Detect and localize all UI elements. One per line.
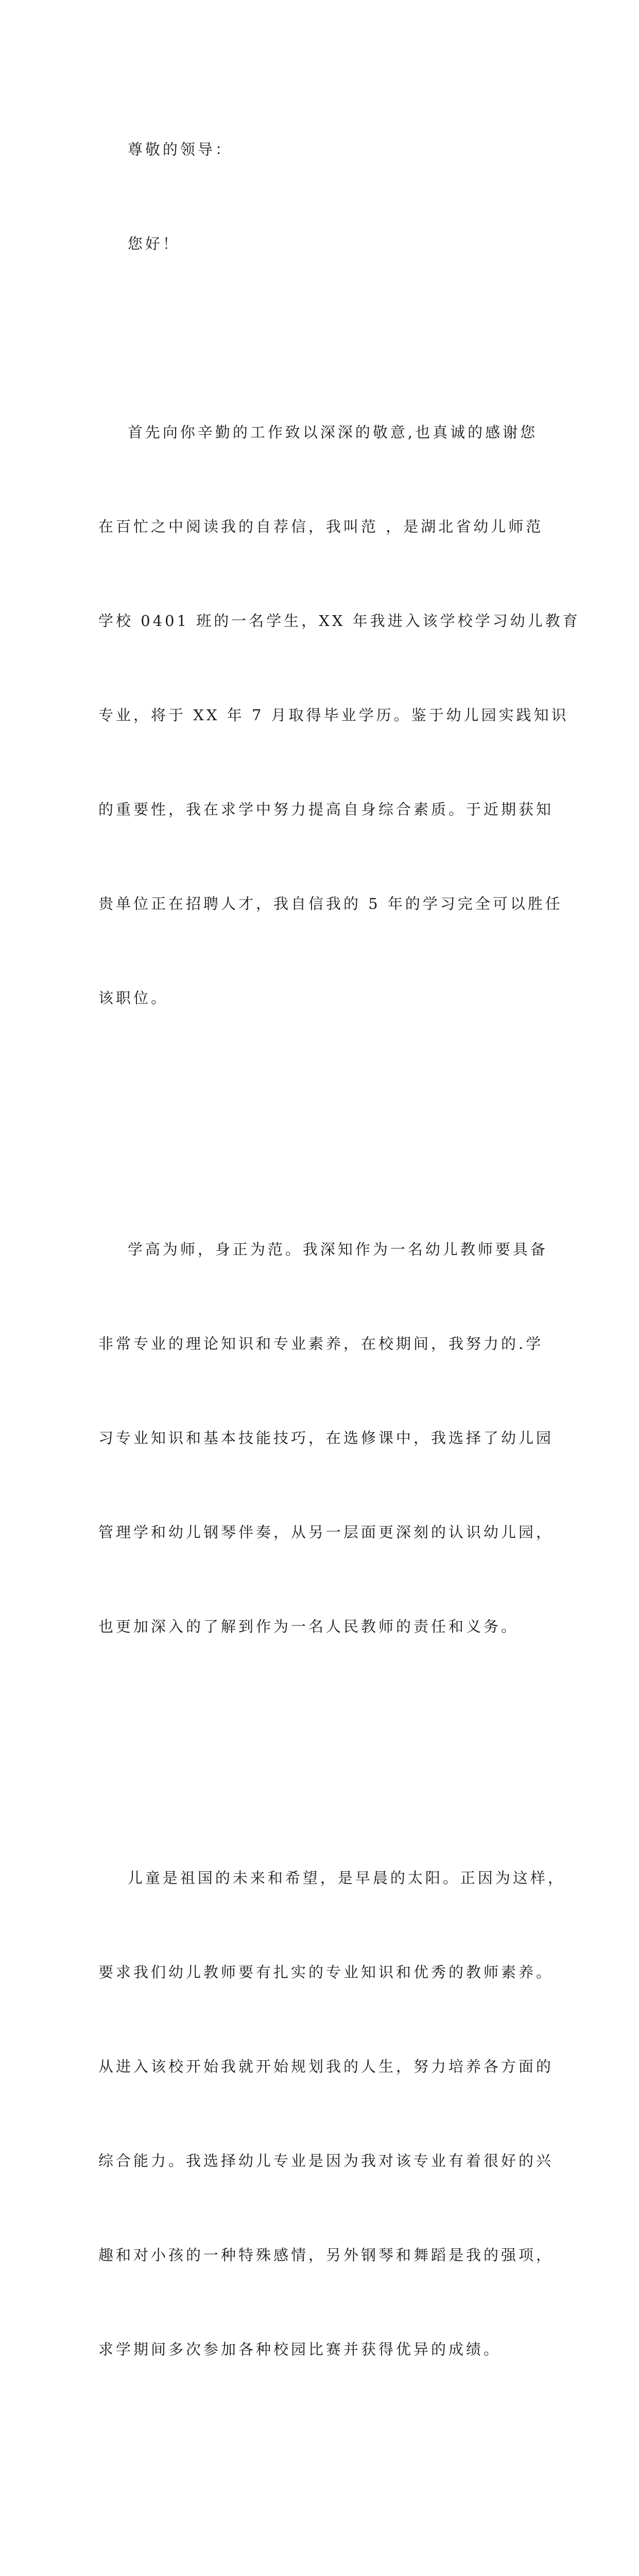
greeting: 您好！	[127, 235, 180, 252]
paragraph-line: 求学期间多次参加各种校园比赛并获得优异的成绩。	[98, 2341, 502, 2358]
paragraph-line: 习专业知识和基本技能技巧，在选修课中，我选择了幼儿园	[98, 1429, 554, 1447]
salutation: 尊敬的领导：	[127, 141, 233, 158]
paragraph-line: 的重要性，我在求学中努力提高自身综合素质。于近期获知	[98, 801, 554, 818]
line-text: 儿童是祖国的未来和希望，是早晨的太阳。正因为这样，	[127, 1869, 565, 1887]
salutation-line	[98, 134, 546, 165]
line-text: 首先向你辛勤的工作致以深深的敬意,也真诚的感谢您	[127, 423, 538, 441]
paragraph-line: 专业，将于 XX 年 7 月取得毕业学历。鉴于幼儿园实践知识	[98, 706, 569, 724]
paragraph-3	[98, 1800, 565, 2428]
paragraph-line: 非常专业的理论知识和专业素养，在校期间，我努力的.学	[98, 1335, 544, 1352]
paragraph-1	[98, 354, 580, 1077]
paragraph-line	[98, 1234, 546, 1265]
paragraph-line: 在百忙之中阅读我的自荐信，我叫范 ，是湖北省幼儿师范	[98, 518, 544, 535]
letter-body	[98, 71, 580, 2576]
paragraph-4	[98, 2522, 546, 2576]
paragraph-line: 该职位。	[98, 989, 169, 1007]
paragraph-2	[98, 1171, 554, 1705]
paragraph-line: 从进入该校开始我就开始规划我的人生，努力培养各方面的	[98, 2058, 554, 2075]
paragraph-line	[98, 1862, 565, 1894]
paragraph-line: 趣和对小孩的一种特殊感情，另外钢琴和舞蹈是我的强项，	[98, 2246, 554, 2264]
paragraph-line: 贵单位正在招聘人才，我自信我的 5 年的学习完全可以胜任	[98, 895, 563, 912]
paragraph-line	[98, 417, 546, 448]
paragraph-line: 要求我们幼儿教师要有扎实的专业知识和优秀的教师素养。	[98, 1963, 554, 1981]
paragraph-line: 管理学和幼儿钢琴伴奏，从另一层面更深刻的认识幼儿园，	[98, 1523, 554, 1541]
paragraph-line: 综合能力。我选择幼儿专业是因为我对该专业有着很好的兴	[98, 2152, 554, 2170]
greeting-line	[98, 228, 546, 260]
paragraph-line: 学校 0401 班的一名学生，XX 年我进入该学校学习幼儿教育	[98, 612, 580, 630]
paragraph-line: 也更加深入的了解到作为一名人民教师的责任和义务。	[98, 1618, 519, 1635]
line-text: 学高为师，身正为范。我深知作为一名幼儿教师要具备	[127, 1241, 548, 1258]
